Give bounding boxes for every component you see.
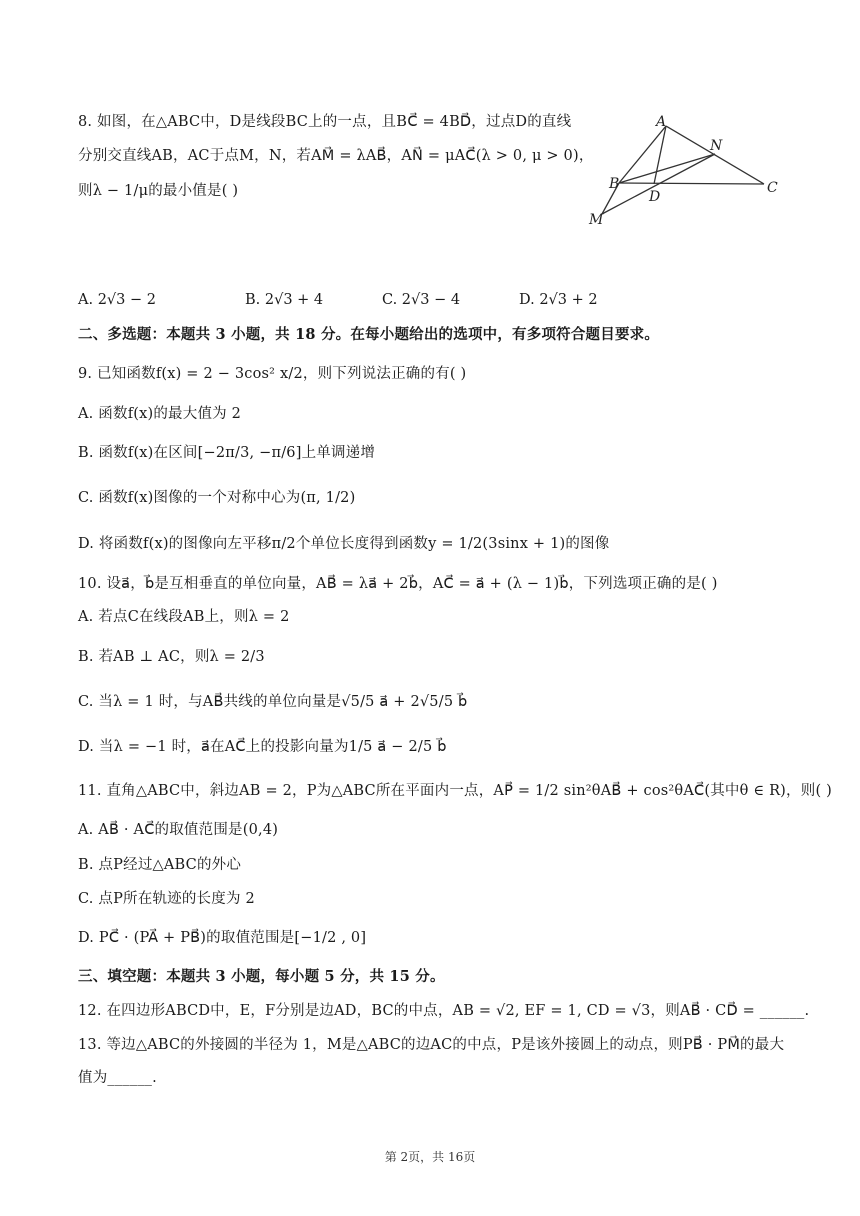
q10-option-b: B. 若AB ⊥ AC，则λ = 2/3 [78,649,265,665]
q8-option-a: A. 2√3 − 2 [78,292,156,308]
q8-line-2: 分别交直线AB，AC于点M，N，若AM⃗ = λAB⃗，AN⃗ = μAC⃗(λ > 0, μ > 0)， [78,148,594,164]
label-a: A [656,114,667,130]
q9-stem: 9. 已知函数f(x) = 2 − 3cos² x/2，则下列说法正确的有( ) [78,366,467,382]
segment-ac [666,126,764,184]
q13-line-2: 值为______. [78,1070,157,1086]
label-c: C [767,180,778,196]
q11-option-d: D. PC⃗ · (PA⃗ + PB⃗)的取值范围是[−1/2 , 0] [78,930,367,946]
q12-text: 12. 在四边形ABCD中，E，F分别是边AD，BC的中点，AB = √2, EF = 1, CD = √3，则AB⃗ · CD⃗ = ______. [78,1003,810,1019]
page-footer: 第 2页，共 16页 [384,1150,476,1164]
q10-option-a: A. 若点C在线段AB上，则λ = 2 [78,609,290,625]
q8-option-b: B. 2√3 + 4 [245,292,324,308]
q10-option-c: C. 当λ = 1 时，与AB⃗共线的单位向量是√5/5 a⃗ + 2√5/5 b⃗ [78,694,468,710]
q8-option-c: C. 2√3 − 4 [382,292,461,308]
section-2-heading: 二、多选题：本题共 3 小题，共 18 分。在每小题给出的选项中，有多项符合题目要求。 [78,326,660,343]
label-m: M [589,212,604,228]
q9-option-a: A. 函数f(x)的最大值为 2 [78,406,242,422]
q11-option-a: A. AB⃗ · AC⃗的取值范围是(0,4) [78,822,279,838]
q11-option-b: B. 点P经过△ABC的外心 [78,857,242,873]
label-n: N [710,138,723,154]
q11-option-c: C. 点P所在轨迹的长度为 2 [78,891,255,907]
q11-stem: 11. 直角△ABC中，斜边AB = 2，P为△ABC所在平面内一点，AP⃗ = 1/2 sin²θAB⃗ + cos²θAC⃗(其中θ ∈ R)，则( ) [78,783,832,799]
label-d: D [649,189,661,205]
q8-line-3: 则λ − 1/μ的最小值是( ) [78,183,239,199]
section-3-heading: 三、填空题：本题共 3 小题，每小题 5 分，共 15 分。 [78,968,445,985]
q9-option-d: D. 将函数f(x)的图像向左平移π/2个单位长度得到函数y = 1/2(3sinx + 1)的图像 [78,536,610,552]
q9-option-b: B. 函数f(x)在区间[−2π/3, −π/6]上单调递增 [78,445,376,461]
q13-line-1: 13. 等边△ABC的外接圆的半径为 1，M是△ABC的边AC的中点，P是该外接圆上的动点，则PB⃗ · PM⃗的最大 [78,1037,785,1053]
segment-bn [619,154,715,183]
segment-ad [654,126,666,184]
triangle-figure [580,110,790,230]
segment-bc [619,183,764,184]
q8-line-1: 8. 如图，在△ABC中，D是线段BC上的一点，且BC⃗ = 4BD⃗，过点D的直线 [78,114,572,130]
q8-option-d: D. 2√3 + 2 [519,292,598,308]
q10-option-d: D. 当λ = −1 时，a⃗在AC⃗上的投影向量为1/5 a⃗ − 2/5 b⃗ [78,739,447,755]
q9-option-c: C. 函数f(x)图像的一个对称中心为(π, 1/2) [78,490,356,506]
q10-stem: 10. 设a⃗，b⃗是互相垂直的单位向量，AB⃗ = λa⃗ + 2b⃗，AC⃗ = a⃗ + (λ − 1)b⃗，下列选项正确的是( ) [78,576,718,592]
q8-options [78,292,778,312]
segment-ab [619,126,666,183]
label-b: B [609,176,620,192]
